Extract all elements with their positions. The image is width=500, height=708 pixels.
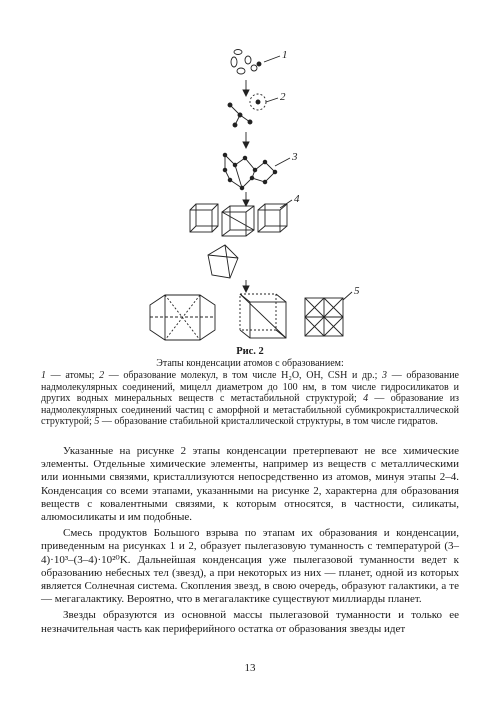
stage-3-supramolecular bbox=[223, 153, 290, 190]
caption-text-1: — атомы; bbox=[46, 370, 100, 381]
figure-label-3: 3 bbox=[292, 151, 298, 163]
figure-label-4: 4 bbox=[294, 193, 300, 205]
stage-4-particles bbox=[190, 200, 292, 278]
condensation-figure bbox=[130, 40, 370, 345]
caption-text-5: — образование стабильной кристаллической структуры, в том числе гидратов. bbox=[99, 416, 438, 428]
stage-2-molecules bbox=[228, 94, 278, 127]
figure-subtitle: Этапы конденсации атомов с образованием: bbox=[156, 358, 344, 369]
paragraph: Смесь продуктов Большого взрыва по этапам их образования и конденсации, приведенным на рисунках 1 и 2, образует пылегазовую туманность с температурой (3–4)·10³–(3–4)·10²⁰K. Дальнейшая конденсация уже пылегазовой туманности ведет к образованию небесных тел (звезд), а при некоторых из них — планет, одной из которых является Солнечная система. Скопления звезд, в свою очередь, образуют галактики, а те — мегагалактику. Вероятно, что в мегагалактике существуют миллиарды планет. bbox=[41, 527, 459, 606]
stage-1-atoms bbox=[231, 50, 280, 75]
caption-num-2: 2 bbox=[99, 370, 105, 381]
caption-text-2: — образование молекул, в том числе H₂O, OH, CSH и др.; bbox=[104, 370, 383, 381]
figure-title: Рис. 2 bbox=[236, 346, 264, 357]
paragraph: Указанные на рисунке 2 этапы конденсации претерпевают не все химические элементы. Отдельные химические элементы, например из веществ с металлическими или ионными связями, кристаллизуются непосредственно из атомов, минуя этапы 2–4. Конденсация со всеми этапами, указанными на рисунке 2, характерна для образования веществ с ковалентными связями, к которым относятся, в частности, силикаты, алюмосиликаты и им подобные. bbox=[41, 445, 459, 524]
figure-label-5: 5 bbox=[354, 285, 360, 297]
caption-num-3: 3 bbox=[382, 370, 388, 381]
figure-label-2: 2 bbox=[280, 91, 286, 103]
caption-num-4: 4 bbox=[363, 393, 369, 405]
caption-text-3: — образование надмолекулярных соединений, мицелл диаметром до 100 нм, в том числе гидросиликатов и других водных минеральных веществ с метастабильной структурой; bbox=[41, 370, 459, 405]
body-text bbox=[41, 445, 459, 639]
figure-caption bbox=[41, 370, 459, 428]
page-number: 13 bbox=[244, 662, 256, 674]
caption-num-1: 1 bbox=[41, 370, 46, 381]
condensation-diagram bbox=[130, 40, 370, 345]
figure-label-1: 1 bbox=[282, 49, 288, 61]
paragraph: Звезды образуются из основной массы пылегазовой туманности и только ее незначительная часть как периферийного остатка от образования звезды идет bbox=[41, 609, 459, 635]
caption-text-4: — образование из надмолекулярных соединений частиц с аморфной и метастабильной субмикрокристаллической структурой; bbox=[41, 393, 459, 428]
caption-num-5: 5 bbox=[94, 416, 100, 428]
stage-5-crystal bbox=[150, 292, 352, 340]
